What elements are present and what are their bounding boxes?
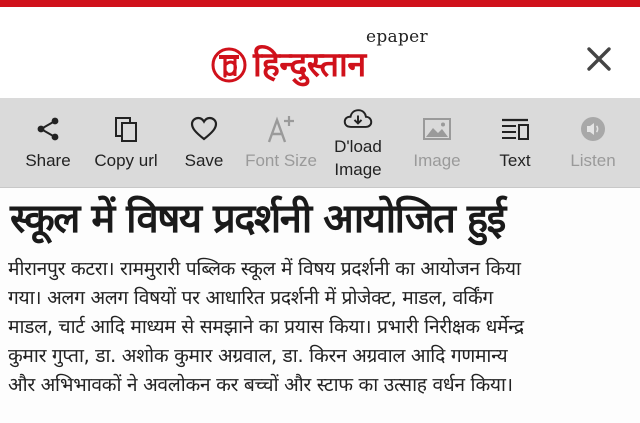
body-line: माडल, चार्ट आदि माध्यम से समझाने का प्रयास किया। प्रभारी निरीक्षक धर्मेन्द्र	[8, 315, 524, 338]
listen-label: Listen	[570, 151, 616, 170]
download-image-button[interactable]	[326, 98, 390, 187]
image-button[interactable]	[408, 98, 466, 187]
download-image-label	[334, 135, 382, 181]
epaper-label: epaper	[366, 27, 428, 47]
text-icon	[500, 114, 530, 144]
share-icon	[33, 114, 63, 144]
download-label-line2: Image	[334, 160, 382, 179]
close-button[interactable]	[583, 43, 615, 75]
top-brand-stripe	[0, 0, 640, 7]
text-label: Text	[499, 151, 531, 170]
speaker-icon	[578, 114, 608, 144]
font-size-label: Font Size	[245, 151, 317, 170]
brand-name: हिन्दुस्तान	[253, 45, 366, 85]
share-button[interactable]	[12, 98, 84, 187]
app-header	[0, 7, 640, 98]
hindustan-logo	[211, 39, 366, 91]
article-headline: स्कूल में विषय प्रदर्शनी आयोजित हुई	[10, 196, 505, 242]
download-label-line1: D'load	[334, 137, 382, 156]
listen-button[interactable]	[562, 98, 624, 187]
font-size-button[interactable]	[241, 98, 321, 187]
close-icon	[583, 43, 615, 75]
image-label: Image	[413, 151, 461, 170]
copy-url-button[interactable]	[88, 98, 164, 187]
article-body	[8, 254, 634, 399]
save-label: Save	[184, 151, 224, 170]
body-line: गया। अलग अलग विषयों पर आधारित प्रदर्शनी में प्रोजेक्ट, माडल, वर्किंग	[8, 286, 493, 309]
body-line: और अभिभावकों ने अवलोकन कर बच्चों और स्टाफ का उत्साह वर्धन किया।	[8, 373, 513, 396]
heart-icon	[189, 114, 219, 144]
font-size-icon	[266, 114, 296, 144]
body-line: कुमार गुप्ता, डा. अशोक कुमार अग्रवाल, डा. किरन अग्रवाल आदि गणमान्य	[8, 344, 508, 367]
image-icon	[422, 114, 452, 144]
article-toolbar	[0, 98, 640, 188]
copy-url-label: Copy url	[94, 151, 158, 170]
article-content	[0, 188, 640, 423]
copy-icon	[111, 114, 141, 144]
cloud-download-icon	[343, 104, 373, 134]
text-button[interactable]	[490, 98, 540, 187]
save-button[interactable]	[176, 98, 232, 187]
logo-mark-icon	[211, 43, 247, 87]
body-line: मीरानपुर कटरा। राममुरारी पब्लिक स्कूल में विषय प्रदर्शनी का आयोजन किया	[8, 257, 521, 280]
share-label: Share	[25, 151, 71, 170]
